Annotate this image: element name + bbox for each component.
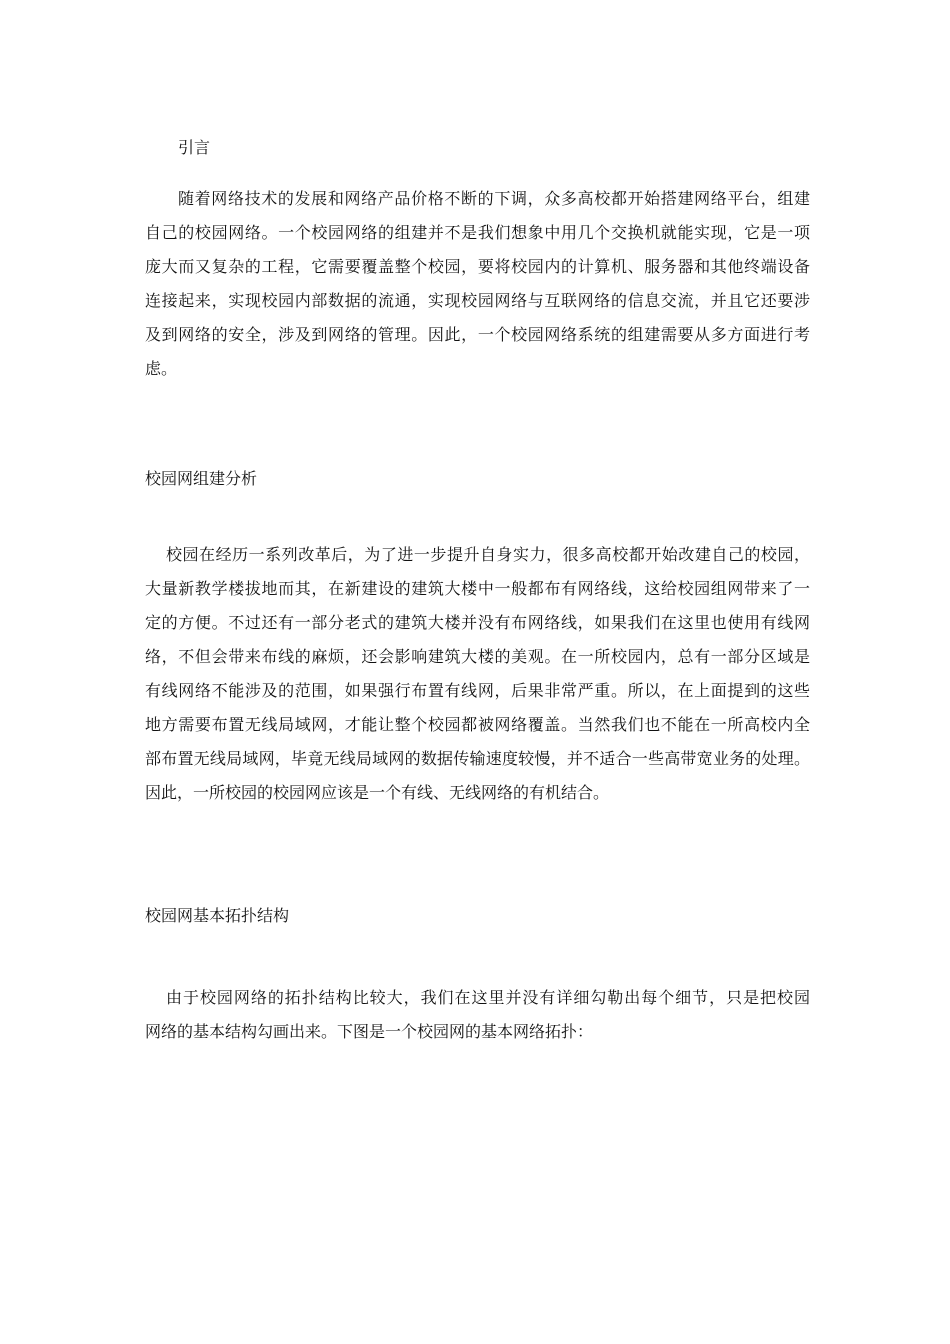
paragraph-line: 连接起来，实现校园内部数据的流通，实现校园网络与互联网络的信息交流，并且它还要涉 [145, 291, 810, 310]
paragraph-line: 部布置无线局域网，毕竟无线局域网的数据传输速度较慢，并不适合一些高带宽业务的处理。 [145, 749, 810, 768]
paragraph-line: 校园在经历一系列改革后，为了进一步提升自身实力，很多高校都开始改建自己的校园， [166, 545, 810, 564]
paragraph-line: 庞大而又复杂的工程，它需要覆盖整个校园，要将校园内的计算机、服务器和其他终端设备 [145, 257, 810, 276]
paragraph-line: 及到网络的安全，涉及到网络的管理。因此，一个校园网络系统的组建需要从多方面进行考 [145, 325, 810, 344]
paragraph-line: 自己的校园网络。一个校园网络的组建并不是我们想象中用几个交换机就能实现，它是一项 [145, 223, 810, 242]
paragraph-line: 络，不但会带来布线的麻烦，还会影响建筑大楼的美观。在一所校园内，总有一部分区域是 [145, 647, 810, 666]
paragraph-line: 随着网络技术的发展和网络产品价格不断的下调，众多高校都开始搭建网络平台，组建 [178, 189, 810, 208]
section-paragraph-campus-network-analysis [145, 538, 810, 810]
section-paragraph-basic-topology [145, 981, 810, 1049]
paragraph-line: 虑。 [145, 359, 178, 378]
paragraph-line: 由于校园网络的拓扑结构比较大，我们在这里并没有详细勾勒出每个细节，只是把校园 [166, 988, 810, 1007]
paragraph-line: 网络的基本结构勾画出来。下图是一个校园网的基本网络拓扑： [145, 1022, 594, 1041]
paragraph-line: 有线网络不能涉及的范围，如果强行布置有线网，后果非常严重。所以，在上面提到的这些 [145, 681, 810, 700]
section-heading-introduction: 引言 [178, 138, 211, 157]
paragraph-line: 地方需要布置无线局域网，才能让整个校园都被网络覆盖。当然我们也不能在一所高校内全 [145, 715, 810, 734]
section-heading-basic-topology: 校园网基本拓扑结构 [145, 906, 290, 925]
paragraph-line: 定的方便。不过还有一部分老式的建筑大楼并没有布网络线，如果我们在这里也使用有线网 [145, 613, 810, 632]
section-heading-campus-network-analysis: 校园网组建分析 [145, 469, 258, 488]
section-paragraph-introduction [145, 182, 810, 386]
paragraph-line: 因此，一所校园的校园网应该是一个有线、无线网络的有机结合。 [145, 783, 610, 802]
paragraph-line: 大量新教学楼拔地而其，在新建设的建筑大楼中一般都布有网络线，这给校园组网带来了一 [145, 579, 810, 598]
